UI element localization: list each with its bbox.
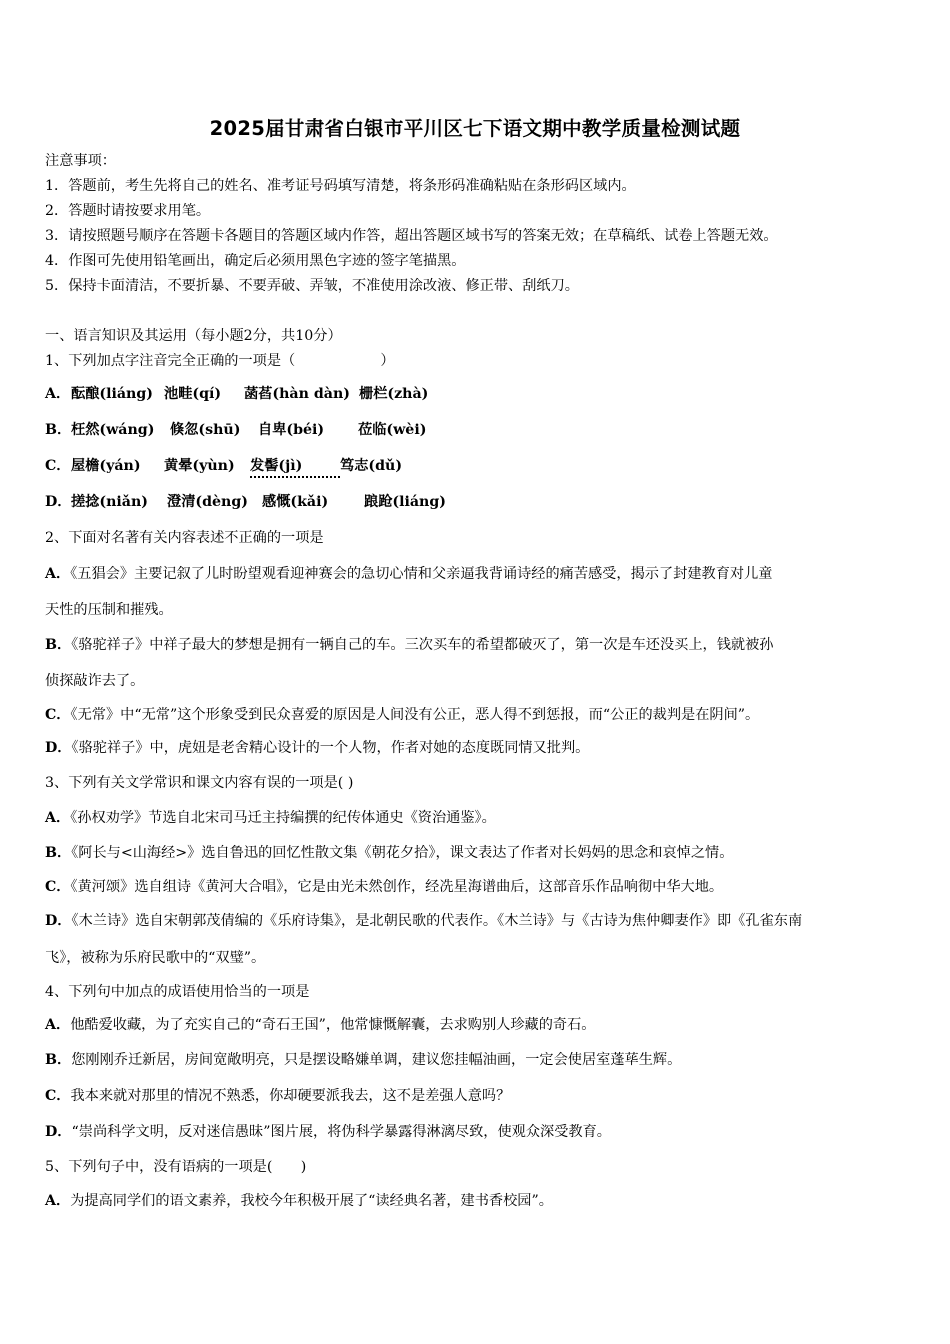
option-word: 枉然(wáng) — [71, 422, 155, 438]
option-text: 我本来就对那里的情况不熟悉，你却硬要派我去，这不是差强人意吗？ — [70, 1088, 511, 1104]
option-word: 池畦(qí) — [164, 386, 222, 402]
page-title: 2025届甘肃省白银市平川区七下语文期中教学质量检测试题 — [209, 117, 741, 140]
option-label: C． — [45, 458, 71, 474]
option-label: B． — [45, 422, 72, 438]
option-label: C． — [45, 707, 71, 723]
option-word: 倏忽(shū) — [170, 422, 241, 438]
option-word: 搓捻(niǎn) — [71, 494, 149, 510]
option-label: A． — [45, 1017, 71, 1033]
question-4-stem: 4、下列句中加点的成语使用恰当的一项是 — [45, 984, 310, 1000]
option-text: “崇尚科学文明，反对迷信愚昧”图片展，将伪科学暴露得淋漓尽致，使观众深受教育。 — [71, 1124, 611, 1140]
option-word: 屋檐(yán) — [71, 458, 141, 474]
question-3-option-c — [45, 877, 723, 897]
question-3-stem: 3、下列有关文学常识和课文内容有误的一项是( ) — [45, 775, 354, 791]
option-label: C． — [45, 879, 71, 895]
option-text: 《阿长与<山海经>》选自鲁迅的回忆性散文集《朝花夕拾》，课文表达了作者对长妈妈的思念和哀悼之情。 — [71, 845, 734, 861]
question-5-stem: 5、下列句子中，没有语病的一项是( ) — [45, 1159, 307, 1175]
question-2-option-c — [45, 705, 759, 725]
option-word: 酝酿(liáng) — [71, 386, 154, 402]
question-4-option-b — [45, 1050, 681, 1070]
notice-heading: 注意事项： — [45, 153, 116, 169]
option-label: B． — [45, 845, 72, 861]
option-word: 栅栏(zhà) — [359, 386, 429, 402]
option-label: A． — [45, 386, 71, 402]
question-2-option-b-cont: 侦探敲诈去了。 — [45, 673, 145, 689]
option-word: 自卑(béi) — [258, 422, 325, 438]
notice-item: 4．作图可先使用铅笔画出，确定后必须用黑色字迹的签字笔描黑。 — [45, 253, 466, 269]
option-word: 莅临(wèi) — [358, 422, 427, 438]
question-2-option-a-cont: 天性的压制和摧残。 — [45, 602, 173, 618]
option-label: A． — [45, 810, 71, 826]
option-text: 为提高同学们的语文素养，我校今年积极开展了“读经典名著，建书香校园”。 — [70, 1193, 553, 1209]
option-label: C． — [45, 1088, 71, 1104]
question-3-option-a — [45, 808, 496, 828]
question-1-option-d — [45, 492, 446, 512]
option-word: 笃志(dǔ) — [340, 458, 403, 474]
question-1-stem: 1、下列加点字注音完全正确的一项是（ ） — [45, 353, 395, 369]
option-label: B． — [45, 637, 72, 653]
question-4-option-c — [45, 1086, 510, 1106]
option-label: A． — [45, 1193, 71, 1209]
question-5-option-a — [45, 1191, 553, 1211]
option-word: 菡萏(hàn dàn) — [244, 386, 350, 402]
option-text: 《骆驼祥子》中祥子最大的梦想是拥有一辆自己的车。三次买车的希望都破灭了，第一次是车还没买上，钱就被孙 — [71, 637, 774, 653]
option-word: 澄清(dèng) — [167, 494, 248, 510]
option-label: D． — [45, 740, 72, 756]
option-word: 发髻(jì) — [250, 456, 340, 478]
question-2-option-b — [45, 635, 773, 655]
option-label: D． — [45, 913, 72, 929]
question-2-option-d — [45, 738, 589, 758]
notice-item: 3．请按照题号顺序在答题卡各题目的答题区域内作答，超出答题区域书写的答案无效；在草稿纸、试卷上答题无效。 — [45, 228, 778, 244]
option-label: D． — [45, 494, 72, 510]
question-3-option-d — [45, 911, 802, 931]
notice-item: 2．答题时请按要求用笔。 — [45, 203, 211, 219]
option-word: 感慨(kǎi) — [262, 494, 329, 510]
option-word: 踉跄(liáng) — [364, 494, 447, 510]
option-text: 《孙权劝学》节选自北宋司马迁主持编撰的纪传体通史《资治通鉴》。 — [70, 810, 496, 826]
option-text: 《骆驼祥子》中，虎妞是老舍精心设计的一个人物，作者对她的态度既同情又批判。 — [71, 740, 590, 756]
notice-item: 5．保持卡面清洁，不要折暴、不要弄破、弄皱，不准使用涂改液、修正带、刮纸刀。 — [45, 278, 579, 294]
question-4-option-a — [45, 1015, 595, 1035]
question-3-option-d-cont: 飞》，被称为乐府民歌中的“双璧”。 — [45, 950, 266, 966]
option-word: 黄晕(yùn) — [164, 458, 235, 474]
question-3-option-b — [45, 843, 733, 863]
notice-item: 1．答题前，考生先将自己的姓名、准考证号码填写清楚，将条形码准确粘贴在条形码区域内。 — [45, 178, 636, 194]
option-text: 您刚刚乔迁新居，房间宽敞明亮，只是摆设略嫌单调，建议您挂幅油画，一定会使居室蓬荜生辉。 — [71, 1052, 682, 1068]
option-label: B． — [45, 1052, 72, 1068]
section-heading: 一、语言知识及其运用（每小题2分，共10分） — [45, 328, 342, 344]
question-1-option-b — [45, 420, 426, 440]
question-1-option-a — [45, 384, 428, 404]
question-1-option-c — [45, 456, 402, 478]
question-4-option-d — [45, 1122, 611, 1142]
option-text: 《无常》中“无常”这个形象受到民众喜爱的原因是人间没有公正，恶人得不到惩报，而“公正的裁判是在阴间”。 — [70, 707, 760, 723]
question-2-stem: 2、下面对名著有关内容表述不正确的一项是 — [45, 530, 324, 546]
option-text: 《木兰诗》选自宋朝郭茂倩编的《乐府诗集》，是北朝民歌的代表作。《木兰诗》与《古诗为焦仲卿妻作》即《孔雀东南 — [71, 913, 803, 929]
option-text: 《黄河颂》选自组诗《黄河大合唱》，它是由光未然创作，经冼星海谱曲后，这部音乐作品响彻中华大地。 — [70, 879, 724, 895]
option-label: A． — [45, 566, 71, 582]
option-text: 《五猖会》主要记叙了儿时盼望观看迎神赛会的急切心情和父亲逼我背诵诗经的痛苦感受，揭示了封建教育对儿童 — [70, 566, 773, 582]
option-text: 他酷爱收藏，为了充实自己的“奇石王国”，他常慷慨解囊，去求购别人珍藏的奇石。 — [70, 1017, 596, 1033]
question-2-option-a — [45, 564, 772, 584]
option-label: D． — [45, 1124, 72, 1140]
